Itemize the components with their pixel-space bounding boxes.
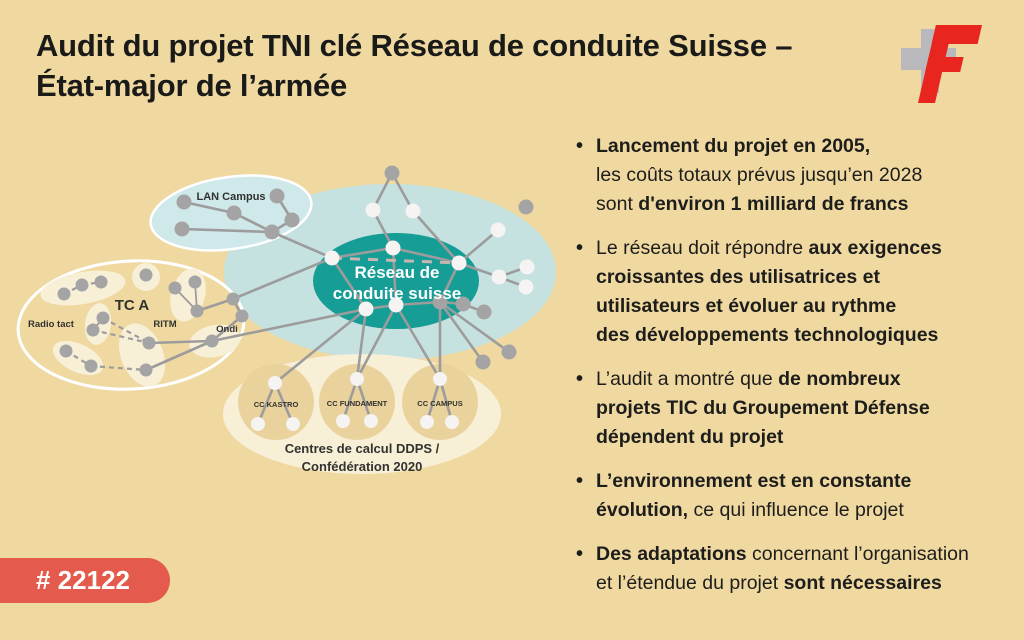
bullet-segment: et l’étendue du projet <box>596 572 784 594</box>
label-tca: TC A <box>114 297 150 314</box>
bullet-item <box>576 540 1024 598</box>
bullet-text-line <box>596 292 942 321</box>
bullet-text-line <box>596 190 922 219</box>
bullet-text-line <box>596 234 942 263</box>
bullet-segment-bold: Lancement du projet en 2005, <box>596 135 871 157</box>
bullet-segment-bold: L’environnement est en constante <box>596 470 912 492</box>
bullet-text-line <box>596 394 930 423</box>
bullet-segment: ce qui influence le projet <box>688 499 904 521</box>
label-reseau-line2: conduite suisse <box>332 284 462 303</box>
bullet-segment-bold: utilisateurs et évoluer au rythme <box>596 295 897 317</box>
bullet-text-line <box>596 569 969 598</box>
label-reseau-line1: Réseau de <box>354 263 440 282</box>
bullet-segment: L’audit a montré que <box>596 368 779 390</box>
label-cc-kastro: CC KASTRO <box>253 400 299 409</box>
label-ondi: Ondi <box>216 324 238 335</box>
bullet-segment-bold: d'environ 1 milliard de francs <box>638 193 909 215</box>
label-cc-campus: CC CAMPUS <box>417 399 463 408</box>
bullet-text <box>596 132 922 219</box>
bullet-segment-bold: aux exigences <box>808 237 942 259</box>
bullet-segment: concernant l’organisation <box>746 543 969 565</box>
bullet-text-line <box>596 423 930 452</box>
bullet-segment-bold: dépendent du projet <box>596 426 784 448</box>
page-title-line2: État-major de l’armée <box>36 68 348 103</box>
efk-cdf-logo <box>892 20 992 120</box>
bullet-text-line <box>596 540 969 569</box>
page-title-line1: Audit du projet TNI clé Réseau de conduite Suisse – <box>36 28 793 63</box>
label-centres-line2: Confédération 2020 <box>301 459 423 474</box>
bullet-segment-bold: des développements technologiques <box>596 324 939 346</box>
bullet-segment: les coûts totaux prévus jusqu’en 2028 <box>596 164 923 186</box>
label-cc-fundament: CC FUNDAMENT <box>326 399 388 408</box>
bullet-list <box>576 132 1024 613</box>
page-title <box>36 26 876 106</box>
bullet-text-line <box>596 467 911 496</box>
bullet-dot: • <box>576 470 584 492</box>
bullet-dot: • <box>576 135 584 157</box>
report-number-badge: # 22122 <box>0 558 170 603</box>
bullet-text <box>596 234 942 350</box>
bullet-text-line <box>596 365 930 394</box>
bullet-text-line <box>596 321 942 350</box>
label-lan-campus: LAN Campus <box>196 191 266 203</box>
label-radio-tact: Radio tact <box>28 319 74 330</box>
bullet-segment: sont <box>596 193 639 215</box>
bullet-item <box>576 132 1024 219</box>
bullet-text-line <box>596 496 911 525</box>
label-centres-line1: Centres de calcul DDPS / <box>284 441 440 456</box>
bullet-text-line <box>596 132 922 161</box>
bullet-segment-bold: de nombreux <box>778 368 901 390</box>
bullet-item <box>576 234 1024 350</box>
bullet-text <box>596 540 969 598</box>
bullet-segment-bold: croissantes des utilisatrices et <box>596 266 880 288</box>
bullet-dot: • <box>576 368 584 390</box>
bullet-dot: • <box>576 543 584 565</box>
bullet-segment-bold: sont nécessaires <box>783 572 942 594</box>
bullet-segment-bold: Des adaptations <box>596 543 747 565</box>
bullet-text <box>596 467 911 525</box>
bullet-segment: Le réseau doit répondre <box>596 237 809 259</box>
bullet-item <box>576 365 1024 452</box>
bullet-text <box>596 365 930 452</box>
bullet-text-line <box>596 161 922 190</box>
bullet-dot: • <box>576 237 584 259</box>
network-diagram <box>0 145 570 495</box>
bullet-text-line <box>596 263 942 292</box>
bullet-segment-bold: évolution, <box>596 499 689 521</box>
label-ritm: RITM <box>153 319 177 330</box>
bullet-item <box>576 467 1024 525</box>
bullet-segment-bold: projets TIC du Groupement Défense <box>596 397 930 419</box>
